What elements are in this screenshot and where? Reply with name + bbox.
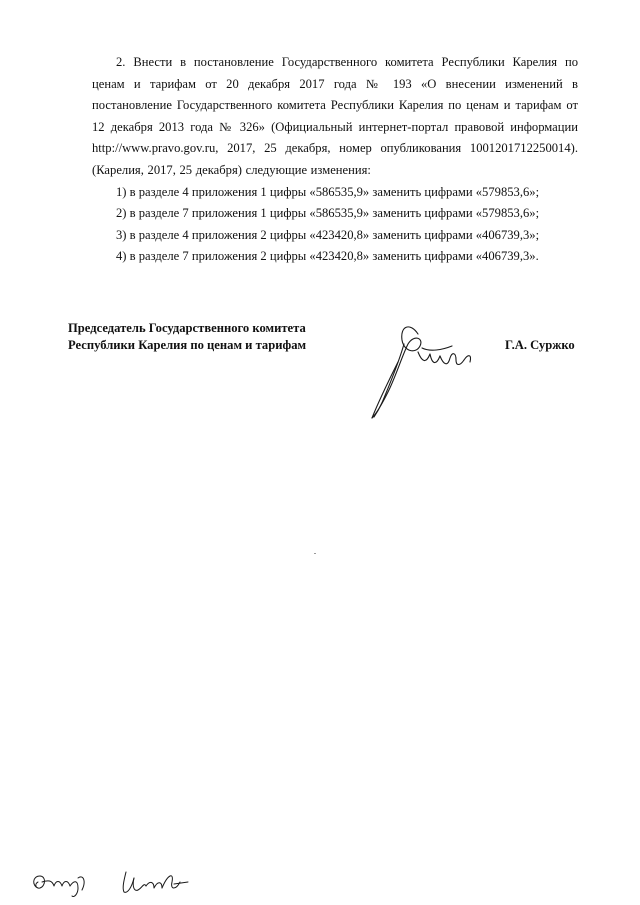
handwritten-signature — [360, 318, 475, 428]
change-item-4: 4) в разделе 7 приложения 2 цифры «423420,8» заменить цифрами «406739,3». — [116, 249, 539, 264]
change-item-2: 2) в разделе 7 приложения 1 цифры «586535,9» заменить цифрами «579853,6»; — [116, 206, 540, 221]
approval-initials — [28, 860, 208, 900]
signatory-position-line-1: Председатель Государственного комитета — [68, 321, 306, 335]
change-item-1: 1) в разделе 4 приложения 1 цифры «586535,9» заменить цифрами «579853,6»; — [116, 184, 540, 199]
amendment-paragraph: 2. Внести в постановление Государственного комитета Республики Карелия по ценам и тарифам от 20 декабря 2017 года № 193 «О внесении изменений в постановление Государственного комитета Республики Карелия по ценам и тарифам от 12 декабря 2013 года № 326» (Официальный интернет-портал правовой информации http://www.pravo.gov.ru, 2017, 25 декабря, номер опубликования 1001201712250014). (Карелия, 2017, 25 декабря) следующие изменения: — [92, 55, 578, 177]
signatory-position — [68, 320, 306, 354]
scan-artifact — [314, 553, 316, 554]
changes-list — [92, 182, 578, 268]
change-item-3: 3) в разделе 4 приложения 2 цифры «423420,8» заменить цифрами «406739,3»; — [116, 227, 540, 242]
signatory-name: Г.А. Суржко — [505, 338, 575, 352]
signatory-position-line-2: Республики Карелия по ценам и тарифам — [68, 338, 307, 352]
document-body — [92, 52, 578, 268]
